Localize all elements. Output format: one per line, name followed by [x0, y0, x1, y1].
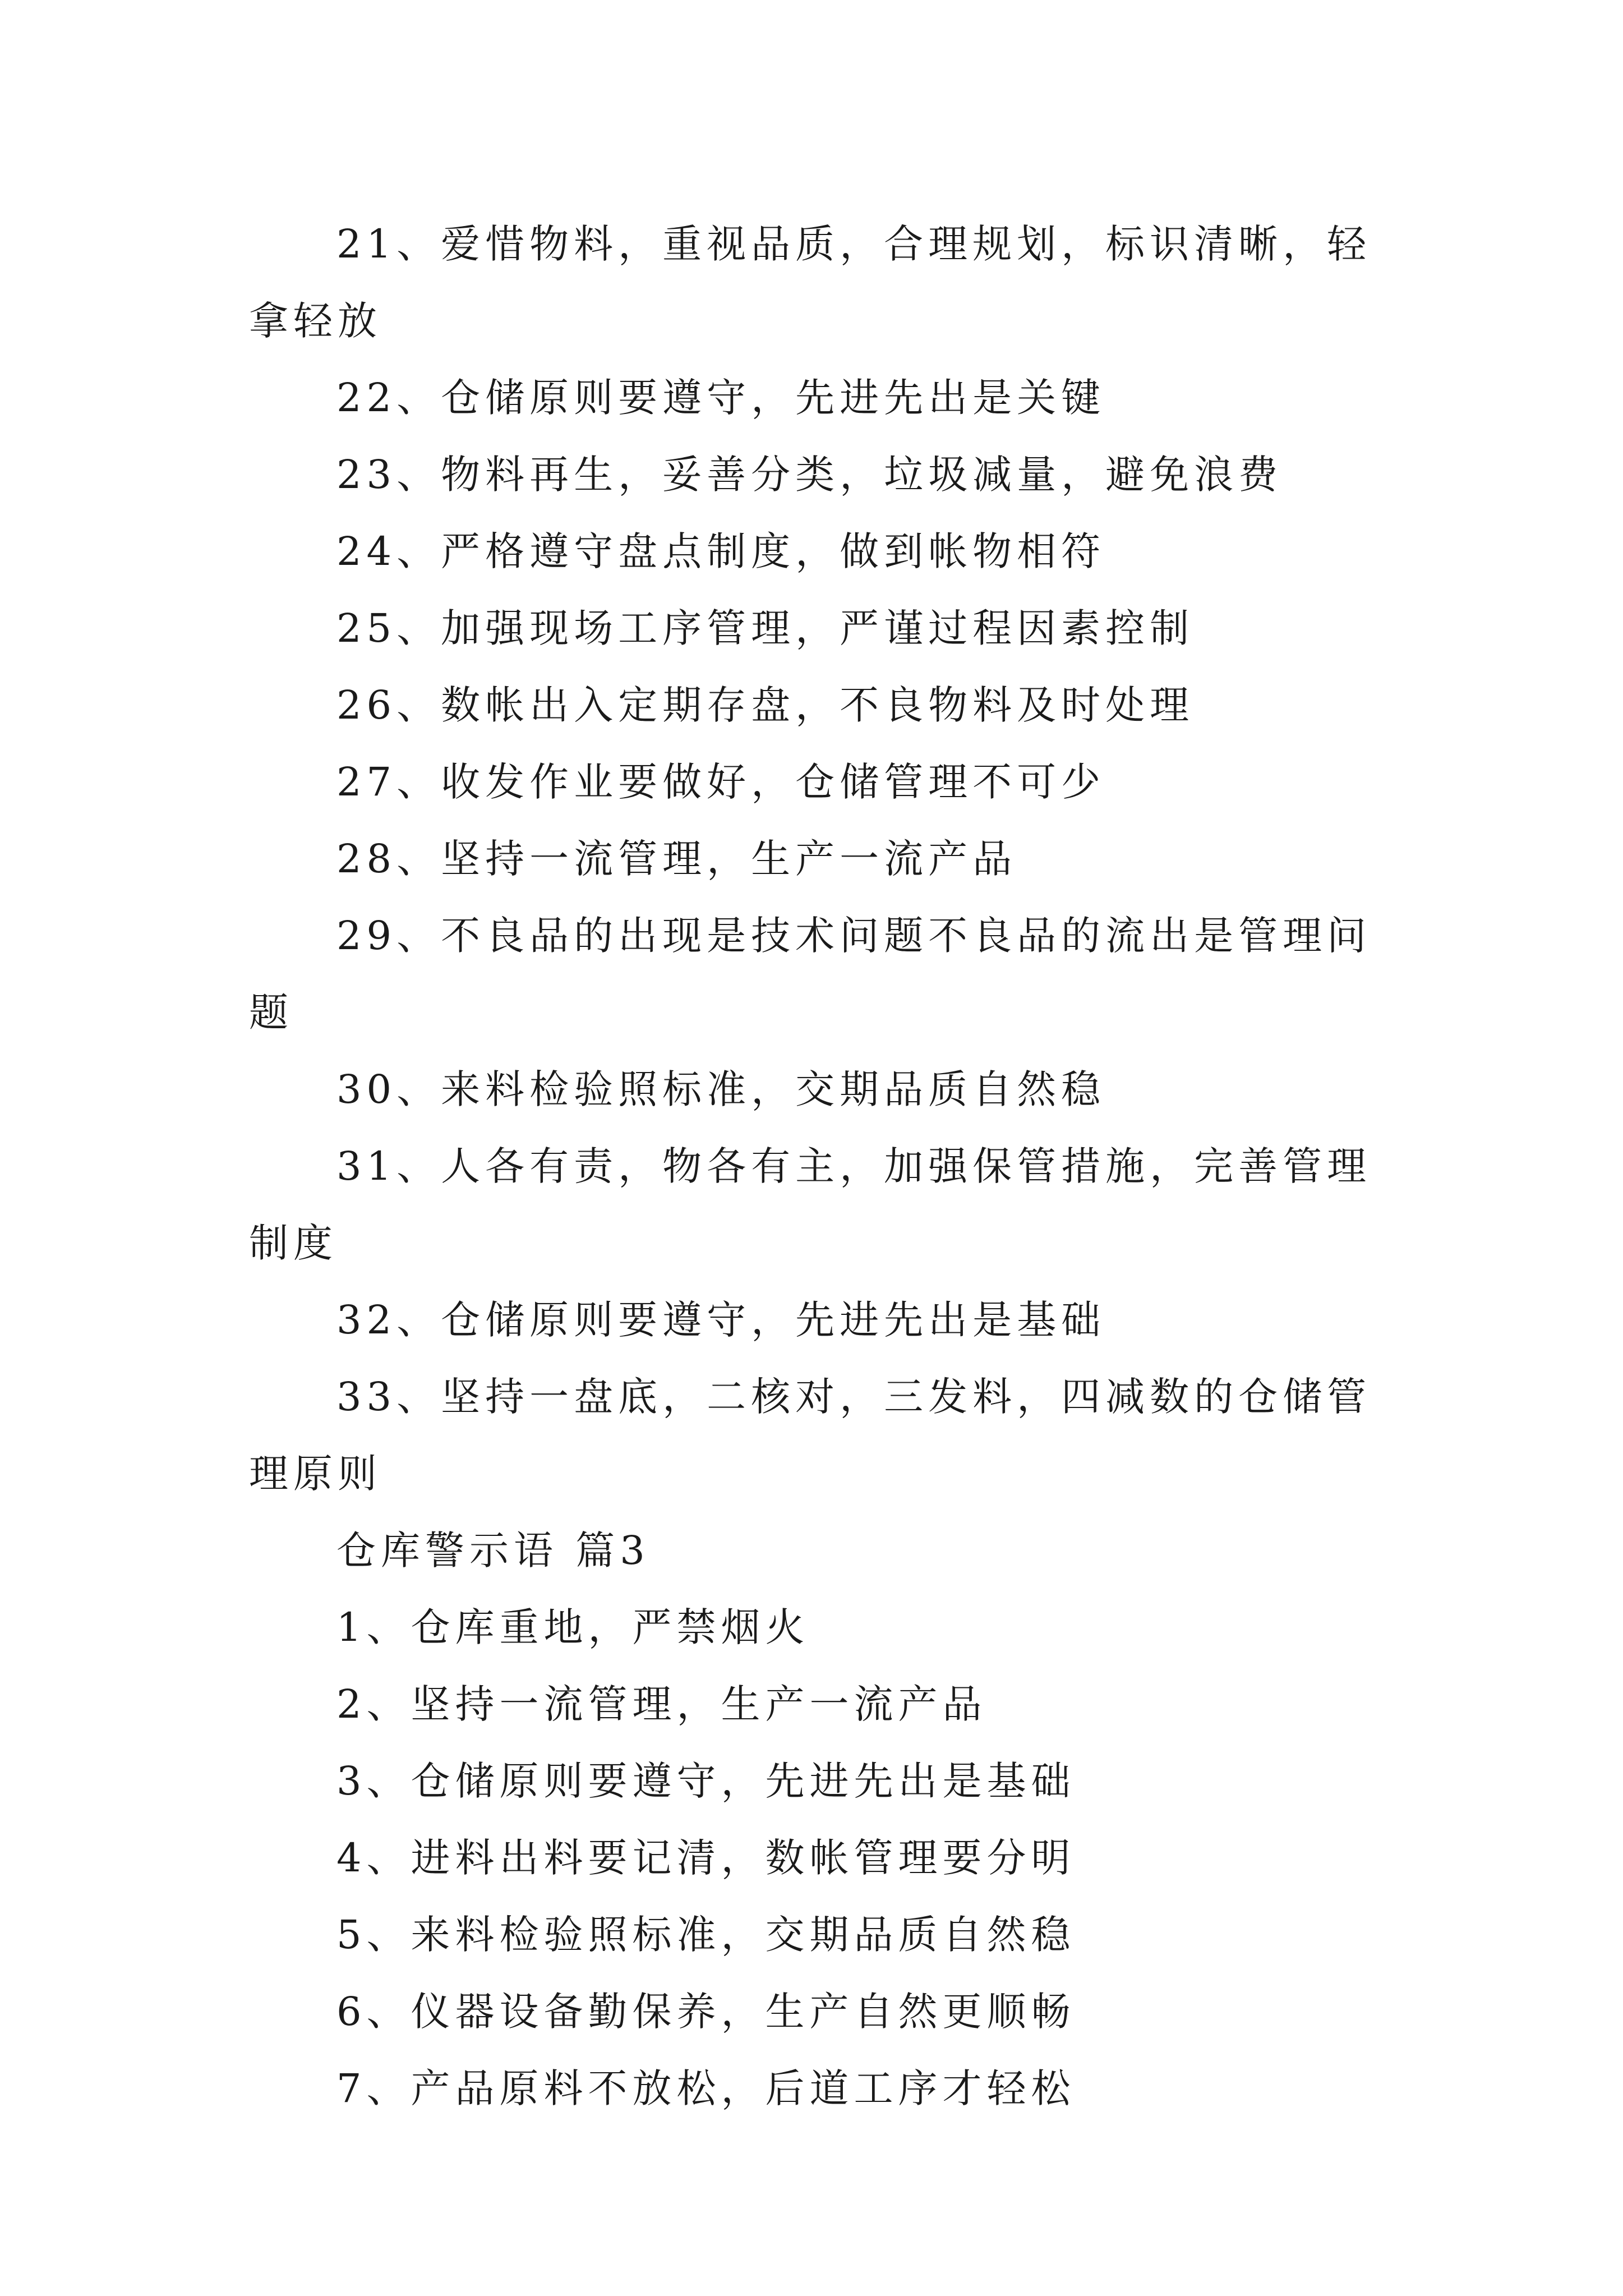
list-item: 4、进料出料要记清，数帐管理要分明	[336, 1835, 1076, 1881]
list-item: 25、加强现场工序管理，严谨过程因素控制	[336, 605, 1195, 651]
list-item: 33、坚持一盘底，二核对，三发料，四减数的仓储管理原则	[249, 1374, 1372, 1497]
list-item: 21、爱惜物料，重视品质，合理规划，标识清晰，轻拿轻放	[249, 221, 1372, 344]
list-item: 2、坚持一流管理，生产一流产品	[336, 1681, 987, 1727]
list-item: 31、人各有责，物各有主，加强保管措施，完善管理制度	[249, 1143, 1372, 1266]
list-item: 23、物料再生，妥善分类，垃圾减量，避免浪费	[336, 452, 1283, 498]
list-item: 3、仓储原则要遵守，先进先出是基础	[336, 1758, 1076, 1804]
list-item: 27、收发作业要做好，仓储管理不可少	[336, 759, 1106, 805]
list-item: 32、仓储原则要遵守，先进先出是基础	[336, 1297, 1106, 1343]
list-item: 7、产品原料不放松，后道工序才轻松	[336, 2065, 1076, 2111]
list-item: 24、严格遵守盘点制度，做到帐物相符	[336, 528, 1106, 574]
list-item: 29、不良品的出现是技术问题不良品的流出是管理问题	[249, 913, 1372, 1036]
list-item: 6、仪器设备勤保养，生产自然更顺畅	[336, 1989, 1076, 2035]
list-item: 22、仓储原则要遵守，先进先出是关键	[336, 375, 1106, 421]
list-item: 5、来料检验照标准，交期品质自然稳	[336, 1912, 1076, 1958]
document-body	[249, 206, 1387, 2127]
section-heading: 仓库警示语 篇3	[336, 1527, 650, 1573]
list-item: 1、仓库重地，严禁烟火	[336, 1604, 810, 1650]
list-item: 28、坚持一流管理，生产一流产品	[336, 836, 1017, 882]
list-item: 26、数帐出入定期存盘，不良物料及时处理	[336, 682, 1195, 728]
list-item: 30、来料检验照标准，交期品质自然稳	[336, 1066, 1106, 1112]
